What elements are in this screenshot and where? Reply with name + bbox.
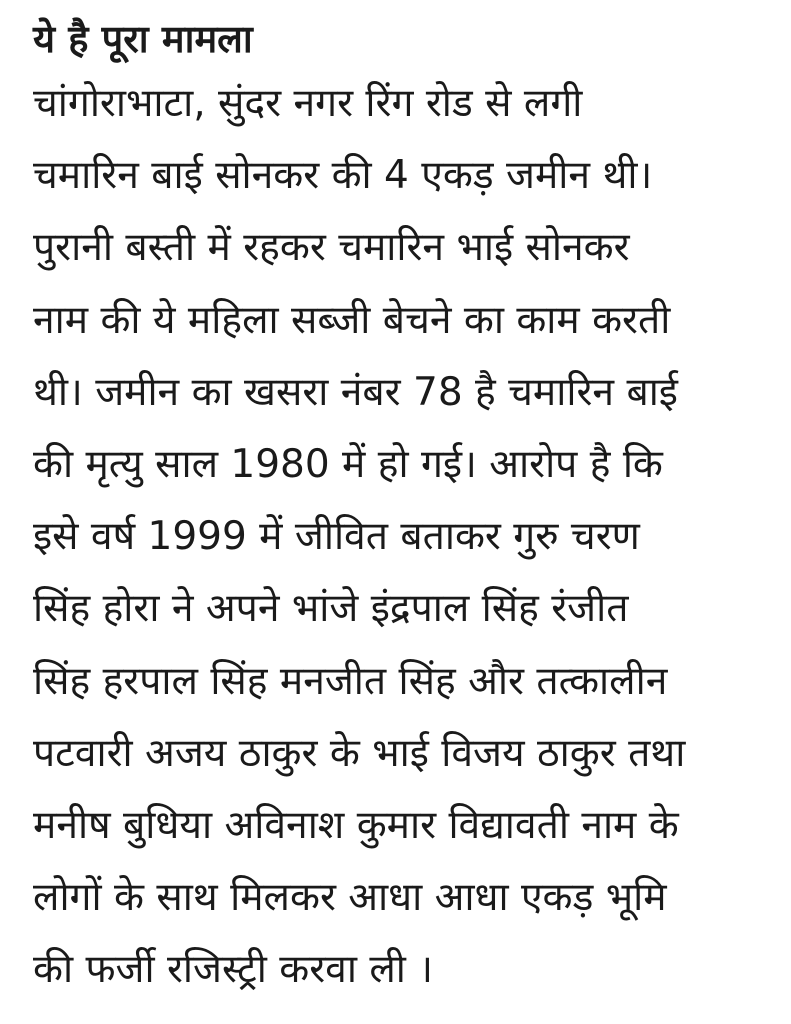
body-line: चमारिन बाई सोनकर की 4 एकड़ जमीन थी। bbox=[33, 153, 653, 199]
body-line: मनीष बुधिया अविनाश कुमार विद्यावती नाम के bbox=[33, 802, 679, 848]
body-line: पटवारी अजय ठाकुर के भाई विजय ठाकुर तथा bbox=[33, 730, 686, 776]
body-line: की मृत्यु साल 1980 में हो गई। आरोप है कि bbox=[33, 441, 663, 487]
section-heading: ये है पूरा मामला bbox=[33, 17, 253, 61]
article-body bbox=[33, 68, 773, 1006]
body-line: लोगों के साथ मिलकर आधा आधा एकड़ भूमि bbox=[33, 875, 667, 921]
body-line: पुरानी बस्ती में रहकर चमारिन भाई सोनकर bbox=[33, 225, 630, 271]
body-line: सिंह हरपाल सिंह मनजीत सिंह और तत्कालीन bbox=[33, 658, 668, 704]
body-line: नाम की ये महिला सब्जी बेचने का काम करती bbox=[33, 297, 671, 343]
body-line: थी। जमीन का खसरा नंबर 78 है चमारिन बाई bbox=[33, 369, 678, 415]
body-line: की फर्जी रजिस्ट्री करवा ली । bbox=[33, 947, 434, 993]
body-line: चांगोराभाटा, सुंदर नगर रिंग रोड से लगी bbox=[33, 81, 583, 126]
body-line: इसे वर्ष 1999 में जीवित बताकर गुरु चरण bbox=[33, 514, 640, 560]
article-section bbox=[33, 0, 773, 1006]
body-line: सिंह होरा ने अपने भांजे इंद्रपाल सिंह रंजीत bbox=[33, 586, 629, 632]
